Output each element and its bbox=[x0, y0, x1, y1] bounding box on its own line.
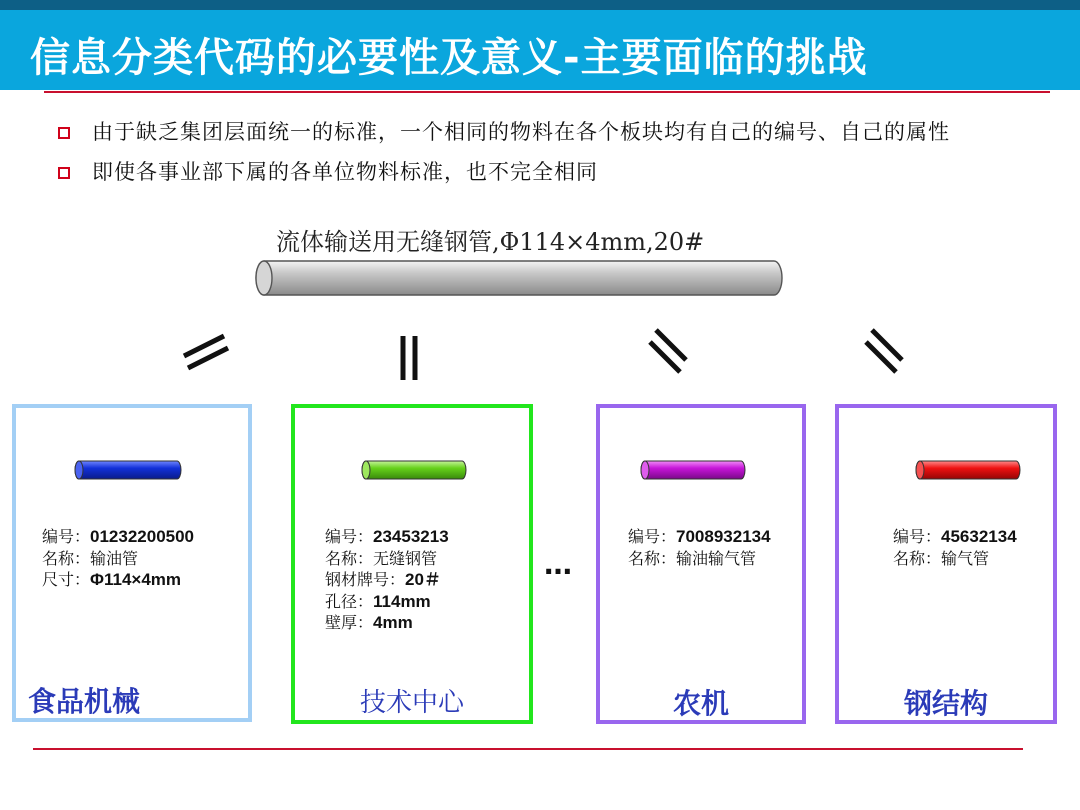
field-value: Φ114×4mm bbox=[90, 570, 182, 589]
field-value: 23453213 bbox=[373, 527, 449, 546]
page-title: 信息分类代码的必要性及意义-主要面临的挑战 bbox=[30, 35, 868, 81]
unit-card-steel-structure bbox=[835, 404, 1057, 724]
unit-card-food-machinery bbox=[12, 404, 252, 722]
field-label: 名称： bbox=[628, 548, 677, 568]
material-attributes bbox=[893, 526, 1017, 569]
field-value: 7008932134 bbox=[676, 527, 771, 546]
bullet-item bbox=[58, 156, 950, 196]
field-label: 尺寸： bbox=[42, 570, 91, 589]
unit-name: 食品机械 bbox=[28, 685, 141, 718]
field-value: 20＃ bbox=[405, 570, 441, 589]
unit-name: 钢结构 bbox=[903, 687, 988, 720]
field-label: 孔径： bbox=[325, 591, 374, 611]
field-value: 输油输气管 bbox=[676, 548, 757, 568]
bullet-text: 即使各事业部下属的各单位物料标准，也不完全相同 bbox=[92, 160, 598, 184]
top-accent-bar bbox=[0, 0, 1080, 10]
more-units-ellipsis: … bbox=[544, 548, 573, 581]
field-value: 无缝钢管 bbox=[373, 548, 438, 568]
square-bullet-icon bbox=[58, 167, 70, 179]
material-attributes bbox=[325, 526, 449, 634]
pipe-icon bbox=[74, 460, 182, 480]
unit-card-agricultural-machinery bbox=[596, 404, 806, 724]
steel-pipe-illustration bbox=[255, 260, 783, 296]
pipe-icon bbox=[361, 460, 467, 480]
field-label: 壁厚： bbox=[325, 613, 374, 632]
not-equal-icon bbox=[176, 323, 236, 383]
field-value: 输油管 bbox=[90, 548, 139, 568]
field-value: 01232200500 bbox=[90, 527, 195, 546]
title-banner bbox=[0, 10, 1080, 90]
field-value: 输气管 bbox=[941, 548, 990, 568]
footer-divider bbox=[33, 748, 1023, 750]
unit-name: 农机 bbox=[672, 687, 729, 720]
field-label: 钢材牌号： bbox=[325, 570, 406, 589]
title-divider bbox=[44, 91, 1050, 93]
field-label: 编号： bbox=[325, 527, 374, 546]
material-attributes bbox=[628, 526, 771, 569]
field-value: 4mm bbox=[373, 613, 413, 632]
unit-name: 技术中心 bbox=[359, 688, 464, 718]
field-label: 名称： bbox=[893, 548, 942, 568]
field-value: 45632134 bbox=[941, 527, 1017, 546]
bullet-list bbox=[58, 116, 950, 196]
not-equal-icon bbox=[642, 320, 702, 380]
unit-card-technology-center bbox=[291, 404, 533, 724]
field-label: 编号： bbox=[628, 527, 677, 546]
pipe-icon bbox=[640, 460, 746, 480]
field-label: 编号： bbox=[893, 527, 942, 546]
bullet-item bbox=[58, 116, 950, 156]
bullet-text: 由于缺乏集团层面统一的标准，一个相同的物料在各个板块均有自己的编号、自己的属性 bbox=[92, 120, 950, 144]
material-attributes bbox=[42, 526, 194, 591]
square-bullet-icon bbox=[58, 127, 70, 139]
equal-icon bbox=[380, 330, 440, 390]
field-label: 名称： bbox=[42, 548, 91, 568]
field-value: 114mm bbox=[373, 591, 431, 611]
not-equal-icon bbox=[858, 320, 918, 380]
pipe-icon bbox=[915, 460, 1021, 480]
field-label: 名称： bbox=[325, 548, 374, 568]
material-label: 流体输送用无缝钢管,Φ114×4mm,20# bbox=[276, 228, 705, 256]
field-label: 编号： bbox=[42, 527, 91, 546]
